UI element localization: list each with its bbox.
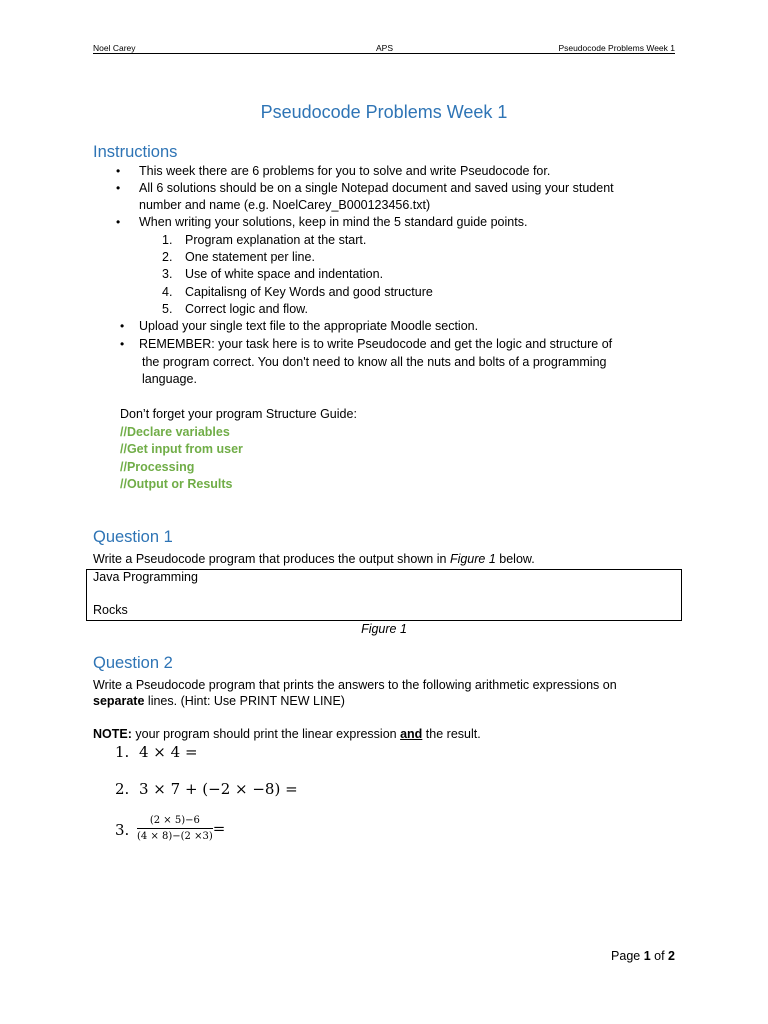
guide-point-number: 1. [162, 233, 173, 247]
instruction-bullet-continued: number and name (e.g. NoelCarey_B000123456.txt) [139, 198, 431, 212]
expression-number: 2. [115, 780, 130, 798]
structure-guide-item: //Declare variables [120, 425, 230, 439]
page-current: 1 [643, 949, 651, 963]
figure1-output-line: Rocks [93, 603, 128, 617]
expression-number: 3. [115, 821, 130, 839]
expression-1: 4 × 4 = [139, 743, 198, 761]
note-label: NOTE: [93, 727, 132, 741]
instructions-heading: Instructions [93, 143, 178, 161]
expression-3-fraction [137, 815, 213, 842]
question2-text-line2 [93, 693, 345, 710]
structure-guide-intro: Don’t forget your program Structure Guide: [120, 407, 357, 421]
bullet-icon: • [116, 215, 121, 229]
expression-3 [137, 815, 225, 842]
guide-point-number: 2. [162, 250, 173, 264]
page-title: Pseudocode Problems Week 1 [260, 102, 508, 122]
instruction-bullet: This week there are 6 problems for you to solve and write Pseudocode for. [139, 164, 551, 178]
guide-point: Use of white space and indentation. [185, 267, 384, 281]
question2-note [93, 726, 481, 743]
guide-point: Correct logic and flow. [185, 302, 308, 316]
expression-3-denominator: (4 × 8)−(2 ×3) [137, 831, 213, 842]
instruction-bullet: REMEMBER: your task here is to write Pseudocode and get the logic and structure of [139, 337, 613, 351]
note-text-end: the result. [422, 727, 481, 741]
instruction-bullet-continued: the program correct. You don't need to know all the nuts and bolts of a programming [142, 355, 607, 369]
instruction-bullet: When writing your solutions, keep in mind the 5 standard guide points. [139, 215, 528, 229]
page-of: of [650, 949, 669, 963]
question1-text-after: below. [495, 552, 535, 566]
instruction-bullet: Upload your single text file to the appropriate Moodle section. [139, 319, 479, 333]
header-center: APS [376, 43, 394, 53]
guide-point-number: 4. [162, 285, 173, 299]
note-text: your program should print the linear expression [131, 727, 401, 741]
page-label: Page [611, 949, 644, 963]
page-number [611, 948, 675, 965]
question1-figure-ref: Figure 1 [449, 552, 496, 566]
page-total: 2 [668, 949, 675, 963]
expression-3-equals: = [212, 819, 226, 838]
question1-text [93, 551, 535, 568]
expression-3-numerator: (2 × 5)−6 [137, 815, 213, 829]
figure1-caption: Figure 1 [361, 622, 407, 636]
expression-number: 1. [115, 743, 130, 761]
guide-point: Capitalisng of Key Words and good structure [185, 285, 433, 299]
guide-point-number: 3. [162, 267, 173, 281]
structure-guide-item: //Processing [120, 460, 195, 474]
guide-point: Program explanation at the start. [185, 233, 367, 247]
question2-text-line1: Write a Pseudocode program that prints the answers to the following arithmetic expressions on [93, 678, 617, 692]
bullet-icon: • [116, 181, 121, 195]
header-rule [93, 53, 675, 54]
question1-heading: Question 1 [93, 528, 173, 546]
structure-guide-item: //Output or Results [120, 477, 233, 491]
guide-point: One statement per line. [185, 250, 315, 264]
question2-hint: lines. (Hint: Use PRINT NEW LINE) [144, 694, 345, 708]
question1-text-before: Write a Pseudocode program that produces the output shown in [93, 552, 450, 566]
instruction-bullet-continued: language. [142, 372, 197, 386]
bullet-icon: • [120, 319, 125, 333]
structure-guide-item: //Get input from user [120, 442, 243, 456]
header-right: Pseudocode Problems Week 1 [558, 43, 675, 53]
question2-separate: separate [93, 694, 145, 708]
guide-point-number: 5. [162, 302, 173, 316]
instruction-bullet: All 6 solutions should be on a single Notepad document and saved using your student [139, 181, 614, 195]
figure1-output-line: Java Programming [93, 570, 198, 584]
expression-2: 3 × 7 + (−2 × −8) = [139, 780, 298, 798]
question2-heading: Question 2 [93, 654, 173, 672]
note-and: and [400, 727, 423, 741]
bullet-icon: • [120, 337, 125, 351]
bullet-icon: • [116, 164, 121, 178]
header-author: Noel Carey [93, 43, 136, 53]
